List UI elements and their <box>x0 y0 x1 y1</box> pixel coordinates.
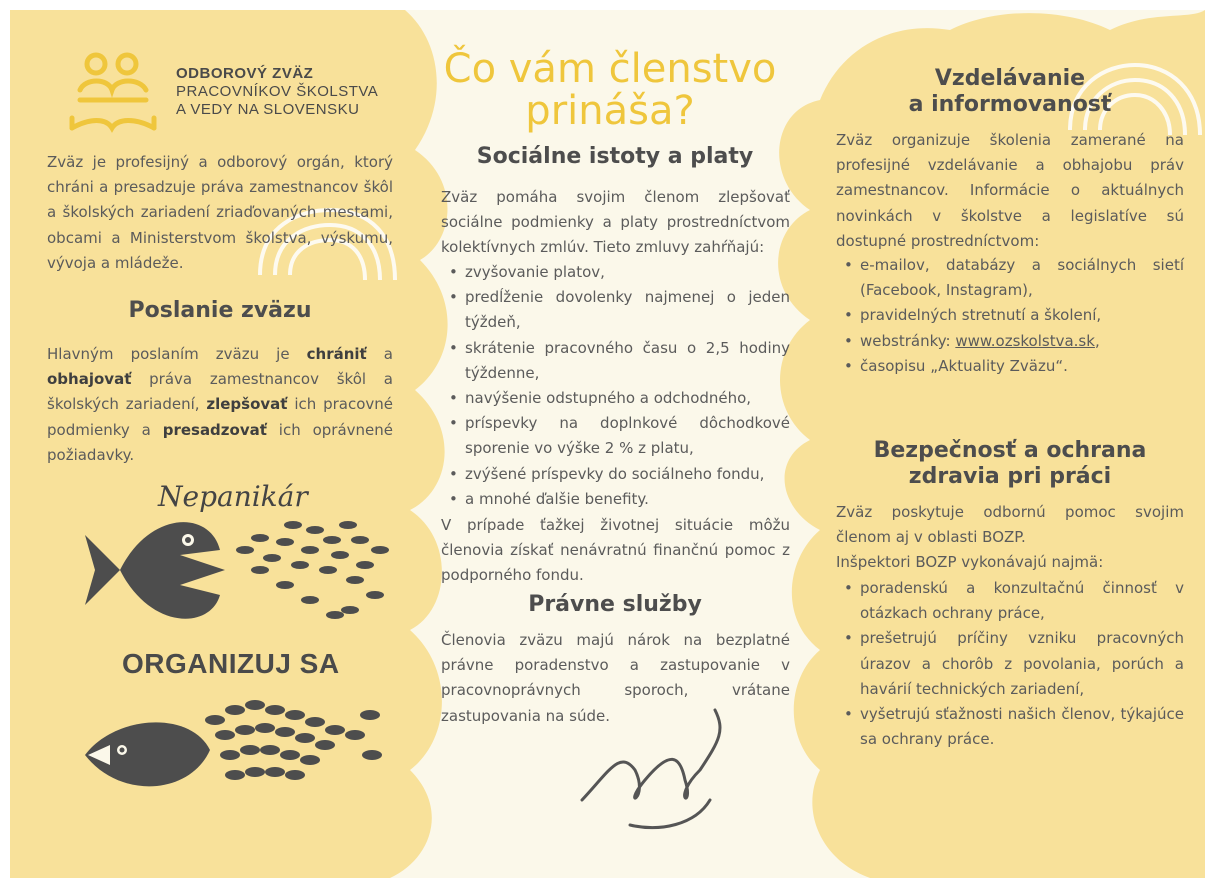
social-intro: Zväz pomáha svojim členom zlepšovať sociálne podmienky a platy prostredníctvom kolektívnych zmlúv. Tieto zmluvy zahŕňajú: <box>441 188 790 257</box>
safety-inspectors: Inšpektori BOZP vykonávajú najmä: <box>836 553 1104 571</box>
mission-heading: Poslanie zväzu <box>128 298 312 323</box>
edu-list <box>836 253 1184 379</box>
social-outro: V prípade ťažkej životnej situácie môžu členovia získať nenávratnú finančnú pomoc z podporného fondu. <box>441 516 790 585</box>
list-item: • príspevky na doplnkové dôchodkové sporenie vo výške 2 % z platu, <box>441 411 790 461</box>
brochure-sheet <box>10 10 1205 878</box>
edu-heading-line-1: Vzdelávanie <box>934 66 1086 91</box>
list-item: • vyšetrujú sťažnosti našich členov, týkajúce sa ochrany práce. <box>836 702 1184 752</box>
legal-heading: Právne služby <box>528 592 702 617</box>
list-item: • a mnohé ďalšie benefity. <box>441 487 790 512</box>
mission-bold-enforce: presadzovať <box>162 420 267 439</box>
web-prefix: webstránky: <box>860 331 956 350</box>
safety-paragraph: Zväz poskytuje odbornú pomoc svojim členom aj v oblasti BOZP. <box>836 503 1184 547</box>
mission-text-5: ich oprávnené požiadavky. <box>47 420 393 464</box>
legal-paragraph: Členovia zväzu majú nárok na bezplatné právne poradenstvo a zastupovanie v pracovnoprávnych sporoch, vrátane zastupovania na súde. <box>441 631 790 725</box>
social-heading: Sociálne istoty a platy <box>476 144 754 169</box>
list-item: • navýšenie odstupného a odchodného, <box>441 386 790 411</box>
web-suffix: , <box>1094 331 1100 350</box>
organize-heading: ORGANIZUJ SA <box>122 648 340 679</box>
list-item: • skrátenie pracovného času o 2,5 hodiny týždenne, <box>441 336 790 386</box>
list-item: • poradenskú a konzultačnú činnosť v otázkach ochrany práce, <box>836 576 1184 626</box>
list-item: • predĺženie dovolenky najmenej o jeden týždeň, <box>441 285 790 335</box>
mission-text-4: ich pracovné podmienky a <box>47 395 394 439</box>
mission-bold-improve: zlepšovať <box>206 395 288 414</box>
squiggle-decor-2 <box>630 800 710 828</box>
intro-paragraph: Zväz je profesijný a odborový orgán, ktorý chráni a presadzuje práva zamestnancov škôl a školských zariadení zriaďovaných mestami, obcami a Ministerstvom školstva, výskumu, vývoja a mládeže. <box>47 153 393 272</box>
list-item-web <box>836 329 1184 354</box>
list-item: • e-mailov, databázy a sociálnych sietí (Facebook, Instagram), <box>836 253 1184 303</box>
list-item: • zvyšovanie platov, <box>441 260 790 285</box>
main-title-line-1: Čo vám členstvo <box>443 46 777 92</box>
main-title <box>430 48 790 132</box>
mission-bold-protect: chrániť <box>306 345 367 363</box>
edu-paragraph: Zväz organizuje školenia zamerané na profesijné vzdelávanie a obhajobu práv zamestnancov. Informácie o aktuálnych novinkách v školstve a legislatíve sú dostupné prostredníctvom: <box>836 131 1184 250</box>
logo-line-3: A VEDY NA SLOVENSKU <box>176 101 360 118</box>
mission-text-1: Hlavným poslaním zväzu je <box>47 345 307 363</box>
nepanikar-script: Nepanikár <box>158 480 308 513</box>
edu-heading <box>840 66 1180 118</box>
edu-heading-line-2: a informovanosť <box>908 92 1112 117</box>
list-item: • zvýšené príspevky do sociálneho fondu, <box>441 462 790 487</box>
safety-list <box>836 576 1184 752</box>
logo-line-2: PRACOVNÍKOV ŠKOLSTVA <box>176 83 379 100</box>
list-item: • prešetrujú príčiny vzniku pracovných úrazov a chorôb z povolania, porúch a havárií technických zariadení, <box>836 626 1184 702</box>
social-list <box>441 260 790 512</box>
mission-text-3: práva zamestnancov škôl a školských zariadení, <box>47 370 393 414</box>
logo-text <box>176 65 378 119</box>
safety-heading-line-1: Bezpečnosť a ochrana <box>873 438 1147 463</box>
mission-paragraph <box>47 342 393 468</box>
website-link[interactable]: www.ozskolstva.sk <box>955 331 1095 350</box>
safety-heading <box>840 438 1180 490</box>
mission-text-2: a <box>366 345 393 363</box>
list-item: • časopisu „Aktuality Zväzu“. <box>836 354 1184 379</box>
list-item: • pravidelných stretnutí a školení, <box>836 303 1184 328</box>
safety-heading-line-2: zdravia pri práci <box>908 464 1112 489</box>
logo-line-1: ODBOROVÝ ZVÄZ <box>176 65 314 82</box>
mission-bold-defend: obhajovať <box>47 370 132 389</box>
main-title-line-2: prináša? <box>525 88 695 134</box>
